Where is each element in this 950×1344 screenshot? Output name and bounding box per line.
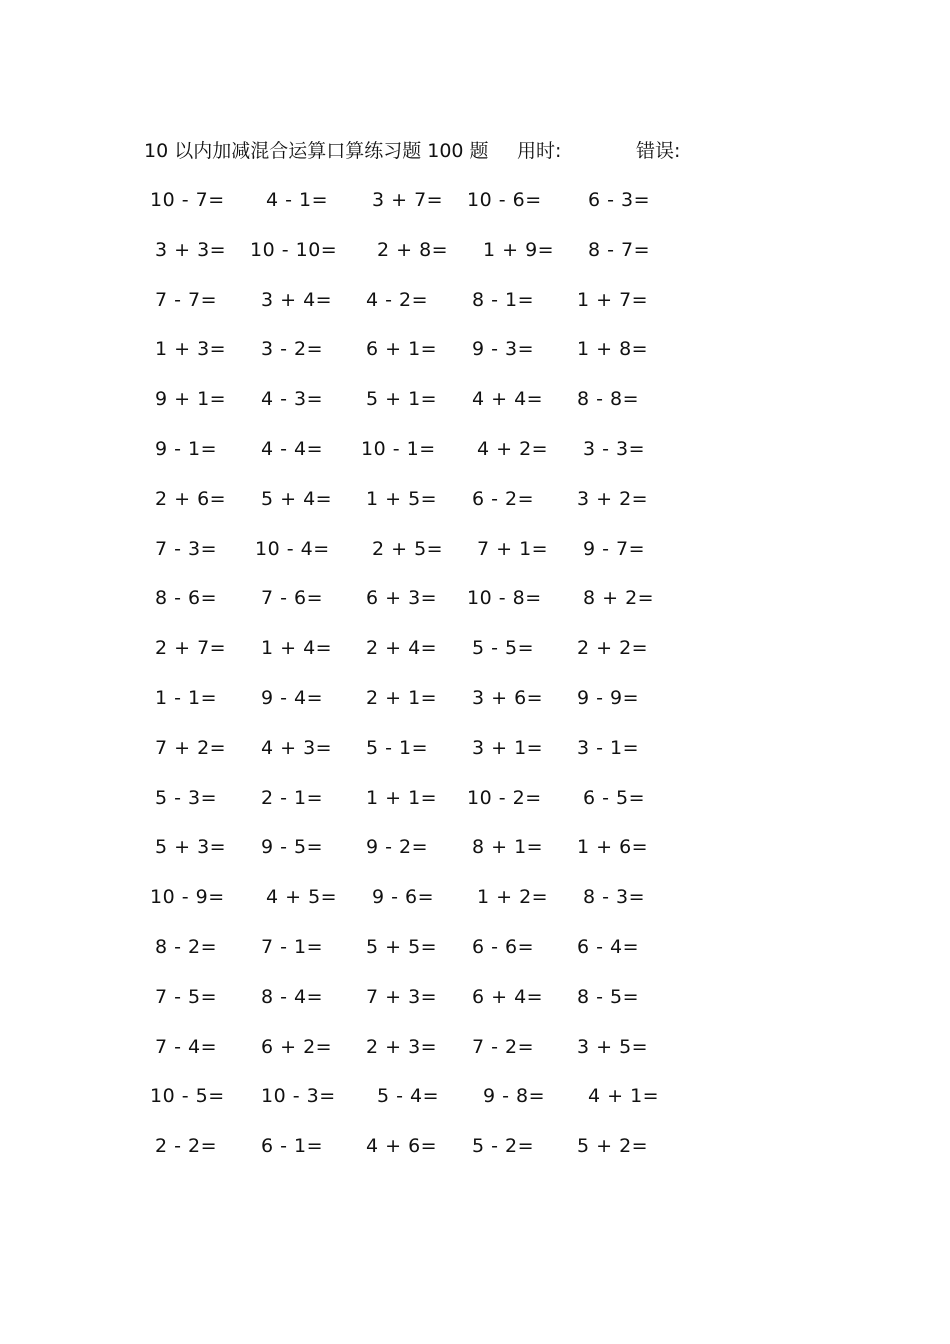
errors-label: 错误: — [636, 140, 681, 162]
arithmetic-problem: 5 - 3= — [155, 786, 218, 809]
problem-row — [0, 185, 950, 235]
arithmetic-problem: 10 - 4= — [255, 537, 330, 560]
arithmetic-problem: 5 + 4= — [261, 487, 333, 510]
arithmetic-problem: 3 + 4= — [261, 288, 333, 311]
arithmetic-problem: 8 + 2= — [583, 587, 655, 610]
problem-row — [0, 534, 950, 584]
arithmetic-problem: 2 + 7= — [155, 637, 227, 660]
arithmetic-problem: 7 - 4= — [155, 1035, 218, 1058]
problem-row — [0, 1032, 950, 1082]
arithmetic-problem: 7 + 1= — [477, 537, 549, 560]
arithmetic-problem: 10 - 2= — [467, 786, 542, 809]
arithmetic-problem: 1 + 2= — [477, 886, 549, 909]
arithmetic-problem: 3 + 1= — [472, 736, 544, 759]
arithmetic-problem: 7 - 7= — [155, 288, 218, 311]
arithmetic-problem: 10 - 3= — [261, 1085, 336, 1108]
arithmetic-problem: 9 - 3= — [472, 338, 535, 361]
arithmetic-problem: 6 - 6= — [472, 935, 535, 958]
problem-row — [0, 882, 950, 932]
arithmetic-problem: 1 + 5= — [366, 487, 438, 510]
problem-grid — [0, 185, 950, 1181]
arithmetic-problem: 8 + 1= — [472, 836, 544, 859]
arithmetic-problem: 9 - 4= — [261, 686, 324, 709]
arithmetic-problem: 3 + 6= — [472, 686, 544, 709]
problem-row — [0, 832, 950, 882]
arithmetic-problem: 1 - 1= — [155, 686, 218, 709]
problem-row — [0, 434, 950, 484]
arithmetic-problem: 6 + 4= — [472, 985, 544, 1008]
arithmetic-problem: 5 + 3= — [155, 836, 227, 859]
arithmetic-problem: 5 - 2= — [472, 1135, 535, 1158]
arithmetic-problem: 2 + 3= — [366, 1035, 438, 1058]
arithmetic-problem: 10 - 8= — [467, 587, 542, 610]
arithmetic-problem: 6 - 5= — [583, 786, 646, 809]
arithmetic-problem: 5 + 5= — [366, 935, 438, 958]
arithmetic-problem: 9 - 6= — [372, 886, 435, 909]
problem-row — [0, 484, 950, 534]
arithmetic-problem: 5 - 1= — [366, 736, 429, 759]
worksheet-title: 10 以内加减混合运算口算练习题 100 题 — [144, 140, 489, 162]
arithmetic-problem: 3 + 2= — [577, 487, 649, 510]
arithmetic-problem: 4 - 4= — [261, 437, 324, 460]
arithmetic-problem: 5 + 2= — [577, 1135, 649, 1158]
arithmetic-problem: 8 - 1= — [472, 288, 535, 311]
arithmetic-problem: 4 - 3= — [261, 388, 324, 411]
arithmetic-problem: 9 - 1= — [155, 437, 218, 460]
arithmetic-problem: 9 - 9= — [577, 686, 640, 709]
time-used-label: 用时: — [517, 140, 562, 162]
arithmetic-problem: 3 - 1= — [577, 736, 640, 759]
arithmetic-problem: 10 - 6= — [467, 189, 542, 211]
arithmetic-problem: 4 + 1= — [588, 1085, 660, 1108]
arithmetic-problem: 1 + 1= — [366, 786, 438, 809]
arithmetic-problem: 1 + 9= — [483, 238, 555, 261]
arithmetic-problem: 3 + 5= — [577, 1035, 649, 1058]
arithmetic-problem: 2 - 2= — [155, 1135, 218, 1158]
arithmetic-problem: 2 + 4= — [366, 637, 438, 660]
arithmetic-problem: 7 - 5= — [155, 985, 218, 1008]
arithmetic-problem: 4 + 5= — [266, 886, 338, 909]
arithmetic-problem: 10 - 5= — [150, 1085, 225, 1108]
problem-row — [0, 1131, 950, 1181]
arithmetic-problem: 9 - 5= — [261, 836, 324, 859]
arithmetic-problem: 9 - 7= — [583, 537, 646, 560]
problem-row — [0, 932, 950, 982]
arithmetic-problem: 1 + 8= — [577, 338, 649, 361]
problem-row — [0, 733, 950, 783]
arithmetic-problem: 4 + 6= — [366, 1135, 438, 1158]
problem-row — [0, 783, 950, 833]
arithmetic-problem: 3 - 3= — [583, 437, 646, 460]
arithmetic-problem: 5 - 5= — [472, 637, 535, 660]
arithmetic-problem: 10 - 10= — [250, 238, 338, 261]
problem-row — [0, 384, 950, 434]
arithmetic-problem: 6 - 2= — [472, 487, 535, 510]
arithmetic-problem: 10 - 1= — [361, 437, 436, 460]
problem-row — [0, 633, 950, 683]
arithmetic-problem: 2 + 2= — [577, 637, 649, 660]
arithmetic-problem: 8 - 7= — [588, 238, 651, 261]
arithmetic-problem: 7 - 6= — [261, 587, 324, 610]
arithmetic-problem: 4 + 2= — [477, 437, 549, 460]
arithmetic-problem: 8 - 4= — [261, 985, 324, 1008]
arithmetic-problem: 2 + 8= — [377, 238, 449, 261]
arithmetic-problem: 9 + 1= — [155, 388, 227, 411]
arithmetic-problem: 2 + 1= — [366, 686, 438, 709]
arithmetic-problem: 3 + 3= — [155, 238, 227, 261]
arithmetic-problem: 2 + 6= — [155, 487, 227, 510]
arithmetic-problem: 8 - 5= — [577, 985, 640, 1008]
arithmetic-problem: 8 - 3= — [583, 886, 646, 909]
problem-row — [0, 285, 950, 335]
arithmetic-problem: 4 - 1= — [266, 189, 329, 211]
problem-row — [0, 583, 950, 633]
arithmetic-problem: 10 - 7= — [150, 189, 225, 211]
arithmetic-problem: 1 + 6= — [577, 836, 649, 859]
arithmetic-problem: 6 + 1= — [366, 338, 438, 361]
arithmetic-problem: 2 - 1= — [261, 786, 324, 809]
arithmetic-problem: 4 + 4= — [472, 388, 544, 411]
arithmetic-problem: 8 - 6= — [155, 587, 218, 610]
arithmetic-problem: 8 - 8= — [577, 388, 640, 411]
arithmetic-problem: 3 - 2= — [261, 338, 324, 361]
arithmetic-problem: 1 + 3= — [155, 338, 227, 361]
problem-row — [0, 235, 950, 285]
problem-row — [0, 334, 950, 384]
arithmetic-problem: 4 + 3= — [261, 736, 333, 759]
problem-row — [0, 982, 950, 1032]
arithmetic-problem: 6 - 3= — [588, 189, 651, 211]
arithmetic-problem: 10 - 9= — [150, 886, 225, 909]
arithmetic-problem: 2 + 5= — [372, 537, 444, 560]
arithmetic-problem: 7 - 1= — [261, 935, 324, 958]
arithmetic-problem: 9 - 2= — [366, 836, 429, 859]
arithmetic-problem: 1 + 7= — [577, 288, 649, 311]
problem-row — [0, 1081, 950, 1131]
arithmetic-problem: 6 + 2= — [261, 1035, 333, 1058]
arithmetic-problem: 1 + 4= — [261, 637, 333, 660]
arithmetic-problem: 6 + 3= — [366, 587, 438, 610]
arithmetic-problem: 7 - 2= — [472, 1035, 535, 1058]
arithmetic-problem: 6 - 4= — [577, 935, 640, 958]
arithmetic-problem: 8 - 2= — [155, 935, 218, 958]
arithmetic-problem: 9 - 8= — [483, 1085, 546, 1108]
arithmetic-problem: 5 + 1= — [366, 388, 438, 411]
arithmetic-problem: 7 - 3= — [155, 537, 218, 560]
arithmetic-problem: 7 + 2= — [155, 736, 227, 759]
arithmetic-problem: 6 - 1= — [261, 1135, 324, 1158]
problem-row — [0, 683, 950, 733]
arithmetic-problem: 5 - 4= — [377, 1085, 440, 1108]
arithmetic-problem: 7 + 3= — [366, 985, 438, 1008]
arithmetic-problem: 4 - 2= — [366, 288, 429, 311]
arithmetic-problem: 3 + 7= — [372, 189, 444, 211]
